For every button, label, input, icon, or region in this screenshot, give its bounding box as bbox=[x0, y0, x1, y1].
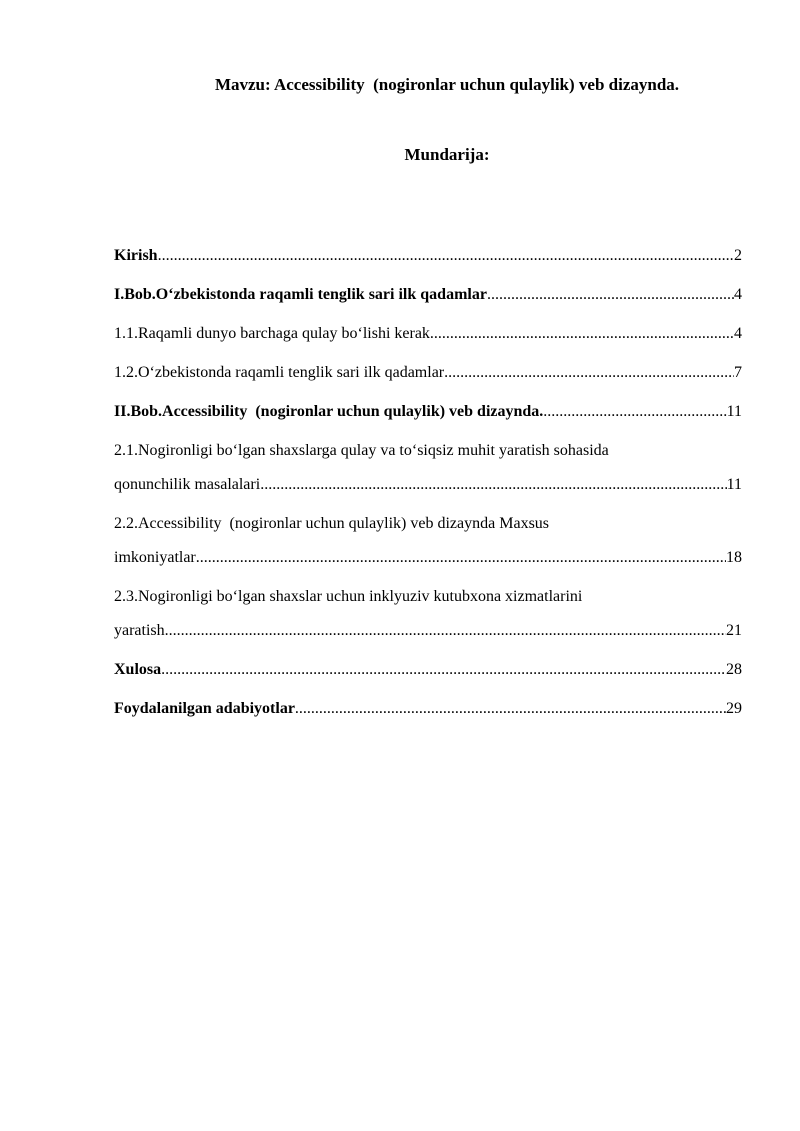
toc-leader-dots bbox=[196, 541, 726, 575]
toc-entry-first-line: 2.2.Accessibility (nogironlar uchun qulaylik) veb dizaynda Maxsus bbox=[114, 515, 550, 532]
toc-entry-title: Xulosa bbox=[114, 661, 162, 678]
toc-page-number: 18 bbox=[726, 549, 742, 566]
toc-entry-title: imkoniyatlar bbox=[114, 549, 196, 566]
toc-page-number: 11 bbox=[726, 476, 742, 493]
toc-entry[interactable] bbox=[114, 317, 742, 351]
toc-entry[interactable] bbox=[114, 395, 742, 429]
toc-leader-dots bbox=[161, 653, 726, 687]
toc-entry-line bbox=[114, 278, 742, 312]
toc-entry-title: Foydalanilgan adabiyotlar bbox=[114, 700, 295, 717]
toc-entry-line bbox=[114, 468, 742, 502]
toc-leader-dots bbox=[295, 692, 726, 726]
table-of-contents bbox=[114, 239, 742, 731]
toc-leader-dots bbox=[260, 468, 726, 502]
toc-entry[interactable] bbox=[114, 278, 742, 312]
toc-page-number: 29 bbox=[726, 700, 742, 717]
toc-entry-line bbox=[114, 239, 742, 273]
toc-page-number: 11 bbox=[726, 403, 742, 420]
toc-page-number: 2 bbox=[734, 247, 742, 264]
toc-entry-title: yaratish bbox=[114, 622, 165, 639]
toc-page-number: 28 bbox=[726, 661, 742, 678]
toc-entry-first-line: 2.1.Nogironligi bo‘lgan shaxslarga qulay va to‘siqsiz muhit yaratish sohasida bbox=[114, 442, 609, 459]
toc-entry-title: qonunchilik masalalari bbox=[114, 476, 261, 493]
toc-page-number: 4 bbox=[734, 325, 742, 342]
toc-entry-line bbox=[114, 317, 742, 351]
toc-entry[interactable] bbox=[114, 692, 742, 726]
document-title: Mavzu: Accessibility (nogironlar uchun qulaylik) veb dizaynda. bbox=[214, 75, 680, 94]
toc-entry[interactable] bbox=[114, 653, 742, 687]
toc-entry-title: 1.1.Raqamli dunyo barchaga qulay bo‘lishi kerak bbox=[114, 325, 430, 342]
toc-entry[interactable] bbox=[114, 239, 742, 273]
toc-entry-line bbox=[114, 395, 742, 429]
toc-entry-title: Kirish bbox=[114, 247, 158, 264]
toc-entry-first-line: 2.3.Nogironligi bo‘lgan shaxslar uchun inklyuziv kutubxona xizmatlarini bbox=[114, 588, 583, 605]
toc-page-number: 7 bbox=[734, 364, 742, 381]
toc-entry-line bbox=[114, 692, 742, 726]
toc-entry[interactable] bbox=[114, 507, 742, 575]
toc-page-number: 21 bbox=[726, 622, 742, 639]
toc-heading: Mundarija: bbox=[404, 145, 490, 164]
toc-entry-line bbox=[114, 541, 742, 575]
toc-entry[interactable] bbox=[114, 434, 742, 502]
toc-leader-dots bbox=[430, 317, 734, 351]
toc-page-number: 4 bbox=[734, 286, 742, 303]
toc-entry-line bbox=[114, 356, 742, 390]
toc-leader-dots bbox=[158, 239, 734, 273]
toc-entry[interactable] bbox=[114, 580, 742, 648]
toc-entry-line bbox=[114, 653, 742, 687]
toc-leader-dots bbox=[444, 356, 734, 390]
toc-leader-dots bbox=[543, 395, 726, 429]
toc-entry-title: 1.2.O‘zbekistonda raqamli tenglik sari ilk qadamlar bbox=[114, 364, 445, 381]
toc-leader-dots bbox=[165, 614, 726, 648]
toc-entry[interactable] bbox=[114, 356, 742, 390]
toc-leader-dots bbox=[487, 278, 734, 312]
toc-entry-title: I.Bob.O‘zbekistonda raqamli tenglik sari ilk qadamlar bbox=[114, 286, 487, 303]
toc-entry-title: II.Bob.Accessibility (nogironlar uchun qulaylik) veb dizaynda. bbox=[114, 403, 544, 420]
toc-entry-line bbox=[114, 614, 742, 648]
